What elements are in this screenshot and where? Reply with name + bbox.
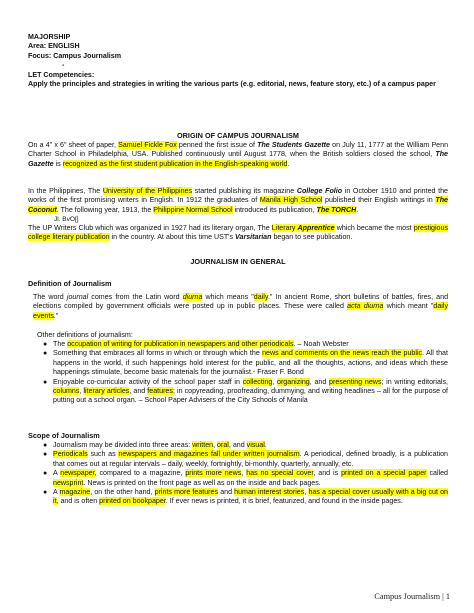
highlighted-text: written: [192, 441, 214, 449]
list-item: [40, 378, 448, 406]
scope-items: [40, 441, 448, 507]
highlighted-text: organizing: [277, 377, 310, 386]
origin-p3-content: [28, 224, 448, 241]
origin-paragraph-2: [28, 187, 448, 215]
highlighted-text: daily: [253, 293, 268, 301]
highlighted-text: acta diurna: [347, 302, 384, 311]
highlighted-text: University of the Philippines: [102, 187, 193, 195]
origin-p1-content: [28, 141, 448, 168]
highlighted-text: prints more news: [185, 469, 242, 478]
text-run: , and is: [313, 469, 342, 478]
text-run: began to see publication.: [271, 233, 353, 242]
text-run: ; in writing editorials,: [381, 377, 449, 386]
highlighted-text: occupation of writing for publication in newspapers and other periodicals: [67, 340, 294, 348]
text-run: . – Noah Webster: [293, 340, 349, 348]
text-run: The UP Writers Club which was organized in 1927 had its literary organ, The: [28, 224, 272, 232]
text-run: The word: [33, 293, 67, 301]
highlighted-text: daily events: [33, 302, 448, 320]
text-run: Varsitarian: [235, 233, 272, 242]
highlighted-text: newspapers and magazines fall under written journalism: [118, 450, 300, 459]
highlighted-text: has no special cover: [246, 469, 314, 478]
other-definitions-label: Other definitions of journalism:: [37, 331, 133, 339]
scope-list: [40, 441, 448, 507]
text-run: ." In ancient Rome, short bulletins of battles, fires, and elections compiled by government officials were posted up in public places. These were called: [33, 293, 449, 311]
text-run: ,: [304, 488, 309, 497]
origin-title: ORIGIN OF CAMPUS JOURNALISM: [176, 131, 300, 140]
list-item: [40, 488, 448, 507]
other-definitions-items: [40, 340, 448, 406]
text-run: and: [218, 488, 235, 497]
text-run: . All that happens in the world, if such happenings hold interest for the public, and all the thoughts, actions, and ideas which these happenings stimulate, become basic materials for the journalist.- Fraser F. Bond: [53, 349, 448, 377]
definition-paragraph: [33, 293, 448, 321]
text-run: A: [53, 469, 61, 478]
text-run: On a 4" x 6" sheet of paper,: [28, 141, 119, 149]
highlighted-text: diurna: [182, 293, 203, 301]
text-run: penned the first issue of: [176, 141, 258, 149]
highlighted-text: literary articles: [83, 387, 130, 396]
dash-mark: -: [62, 61, 65, 70]
text-run: . If ever news is printed, it is brief, featurized, and found in the inside pages.: [165, 497, 403, 506]
text-run: comes from the Latin word: [88, 293, 183, 301]
origin-paragraph-1: [28, 141, 448, 169]
bullet-icon: ●: [43, 470, 48, 478]
highlighted-text: The TORCH: [316, 205, 357, 214]
bullet-icon: ●: [43, 442, 48, 449]
text-run: .: [287, 159, 290, 168]
bullet-icon: ●: [43, 341, 48, 348]
text-run: .": [53, 311, 59, 320]
focus-label: Focus: Campus Journalism: [28, 51, 122, 60]
highlighted-text: Philippine Normal School: [153, 205, 233, 214]
text-run: .: [356, 205, 359, 214]
highlighted-text: newsprint: [53, 478, 84, 487]
text-run: The: [53, 340, 68, 348]
text-run: ,: [213, 441, 218, 449]
text-run: called: [426, 469, 448, 478]
text-run: Something that embraces all forms in which or through which the: [53, 349, 263, 358]
highlighted-text: recognized as the first student publication in the English-speaking world: [62, 159, 288, 168]
highlighted-text: Manila High School: [259, 196, 323, 205]
highlighted-text: newspaper: [60, 469, 95, 478]
text-run: , compared to a magazine,: [94, 469, 186, 478]
text-run: such as: [87, 450, 119, 459]
text-run: introduced its publication,: [232, 205, 317, 214]
text-run: Enjoyable co-curricular activity of the school paper staff in: [53, 377, 243, 386]
list-item: [40, 441, 448, 450]
text-run: College Folio: [296, 187, 343, 195]
text-run: , and is often: [56, 497, 100, 506]
highlighted-text: presenting news: [329, 377, 382, 386]
header-block: [28, 33, 448, 89]
text-run: in the country. At about this time UST's: [109, 233, 236, 242]
highlighted-text: has a special cover usually with a big cut on it: [53, 488, 448, 506]
text-run: , on the other hand,: [90, 488, 155, 497]
bullet-icon: ●: [43, 378, 48, 386]
list-item: [40, 469, 448, 488]
text-run: journal: [66, 293, 89, 301]
highlighted-text: prestigious college literary publication: [28, 224, 448, 242]
text-run: . News is printed on the front page as well as on the inside and back pages.: [83, 478, 321, 487]
text-run: In the Philippines, The: [28, 187, 103, 195]
highlighted-text: news and comments on the news reach the public: [262, 349, 423, 358]
text-run: , and: [129, 387, 148, 396]
highlighted-text: printed on a special paper: [341, 469, 427, 478]
origin-p2-content: [28, 187, 448, 214]
competencies-text: Apply the principles and strategies in writing the various parts (e.g. editorial, news, feature story, etc.) of a campus paper: [28, 80, 436, 89]
text-run: which meant ": [383, 302, 434, 311]
definition-content: [33, 293, 448, 320]
area-label: Area: ENGLISH: [28, 42, 80, 51]
text-run: ; in copyreading, proofreading, dummying, and writing headlines – all for the purpose of putting out a school organ. – School Paper Advisers of the City Schools of Manila: [53, 387, 449, 405]
bullet-icon: ●: [43, 350, 48, 358]
list-item: [40, 349, 448, 377]
text-run: . A periodical, defined broadly, is a publication that comes out at regular intervals – daily, weekly, fortnightly, bi-monthly, quarterly, annually, etc.: [53, 450, 448, 468]
highlighted-text: Periodicals: [53, 450, 88, 459]
highlighted-text: human interest stories: [234, 488, 305, 497]
text-run: A: [53, 488, 60, 497]
page-footer: Campus Journalism | 1: [374, 592, 450, 601]
text-run: ,: [79, 387, 84, 396]
handwritten-scribble: Jl. BvO[]: [54, 216, 79, 223]
highlighted-text: magazine: [59, 488, 91, 497]
list-item: [40, 340, 448, 349]
origin-paragraph-3: [28, 224, 448, 243]
highlighted-text: Samuel Fickle Fox: [118, 141, 177, 149]
text-run: , and: [309, 377, 330, 386]
bullet-icon: ●: [43, 489, 48, 497]
text-run: in October 1910 and printed the works of the first promising writers in English. In 1912 the graduates of: [28, 187, 448, 205]
text-run: on July 11, 1777 at the William Penn Charter School in Philadelphia, USA. Published continuously until August 1778, when the British soldiers closed the school,: [28, 141, 449, 159]
highlighted-text: columns: [53, 387, 80, 396]
bullet-icon: ●: [43, 451, 48, 459]
highlighted-text: collecting: [242, 377, 273, 386]
text-run: started publishing its magazine: [192, 187, 297, 195]
list-item: [40, 450, 448, 469]
highlighted-text: printed on bookpaper: [99, 497, 166, 506]
text-run: ,: [272, 377, 277, 386]
text-run: is: [53, 159, 63, 168]
text-run: The Students Gazette: [257, 141, 330, 149]
text-run: . The following year, 1913, the: [56, 205, 154, 214]
text-run: .: [264, 441, 267, 449]
text-run: The Gazette: [28, 150, 448, 168]
text-run: published their English writings in: [322, 196, 436, 205]
highlighted-text: features: [147, 387, 173, 396]
highlighted-text: visual: [246, 441, 265, 449]
highlighted-text: Apprentice: [297, 224, 335, 232]
text-run: ,: [241, 469, 247, 478]
text-run: Journalism may be divided into three areas:: [53, 441, 193, 449]
general-title: JOURNALISM IN GENERAL: [190, 257, 286, 266]
majorship-label: MAJORSHIP: [28, 33, 71, 41]
text-run: which means ": [202, 293, 254, 301]
text-run: which became the most: [334, 224, 414, 232]
highlighted-text: prints more features: [154, 488, 219, 497]
text-run: , and: [228, 441, 247, 449]
highlighted-text: The Coconut: [28, 196, 448, 214]
definition-heading: Definition of Journalism: [28, 279, 112, 288]
scope-heading: Scope of Journalism: [28, 431, 100, 440]
highlighted-text: Literary: [271, 224, 298, 232]
competencies-label: LET Competencies:: [28, 70, 95, 79]
other-definitions-list: [40, 340, 448, 406]
highlighted-text: oral: [217, 441, 229, 449]
